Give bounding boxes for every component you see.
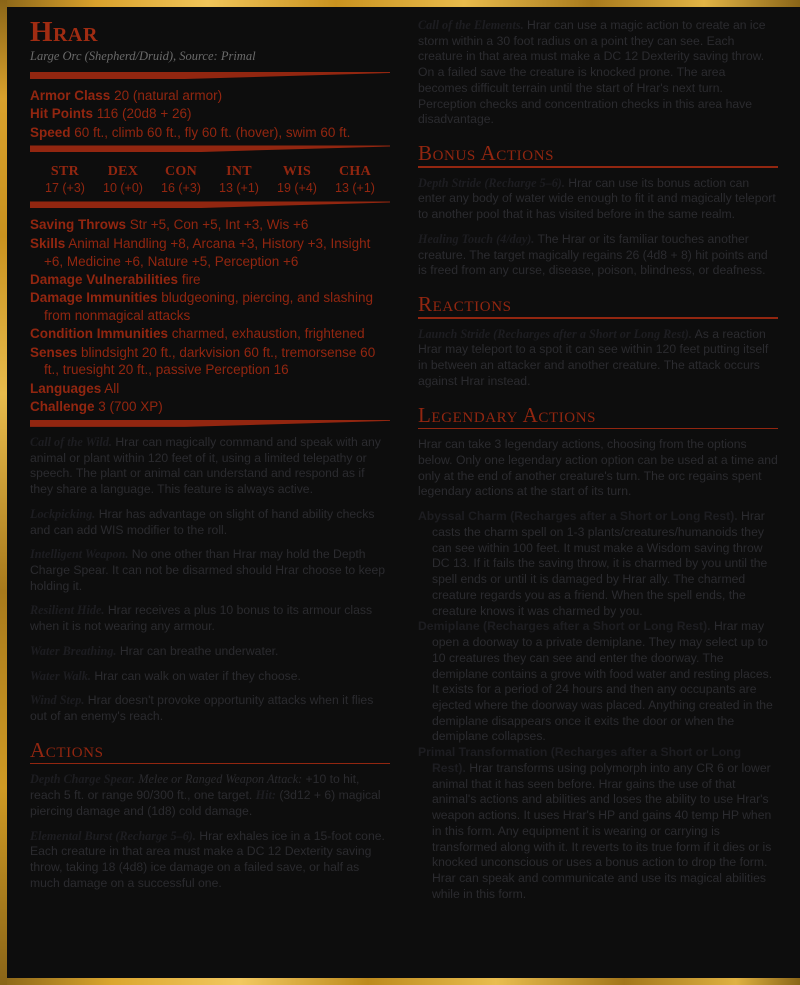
right-column bbox=[400, 10, 786, 973]
detail-value: blindsight 20 ft., darkvision 60 ft., tremorsense 60 ft., truesight 20 ft., passive Perception 16 bbox=[44, 344, 376, 378]
bonus-actions-list bbox=[418, 176, 778, 279]
entry-text: +10 to hit, reach 5 ft. or range 90/300 ft., one target. bbox=[30, 772, 360, 803]
legendary-item-title: Abyssal Charm (Recharges after a Short or Long Rest). bbox=[418, 509, 738, 524]
bonus-actions-heading: Bonus Actions bbox=[418, 141, 555, 166]
detail-label: Challenge bbox=[30, 399, 95, 415]
actions-rule bbox=[30, 763, 390, 765]
entry bbox=[418, 232, 778, 279]
legendary-item-text: Hrar may open a doorway to a private demiplane. They may select up to 10 creatures they can see and enter the doorway. The demiplane contains a grove with food water and resting places. It exists for a period of 24 hours and then any occupants are ejected where the doorway was placed. Anything created in the demiplane disappears once it exits the door or when the demiplane collapses. bbox=[432, 619, 773, 744]
left-column bbox=[14, 10, 400, 973]
entry-title: Wind Step. bbox=[30, 693, 85, 708]
action-text: Hrar can use a magic action to create an ice storm within a 30 foot radius on a point they can see. Each creature in that area must make a DC 12 Dexterity saving throw. On a failed save the creature is knocked prone. The area becomes difficult terrain until the start of Hrar's next turn. Perception checks and concentration checks in this area have disadvantage. bbox=[418, 18, 766, 127]
legendary-item bbox=[418, 509, 778, 619]
entry-text: Hrar exhales ice in a 15-foot cone. Each creature in that area must make a DC 12 Dexterity saving throw, taking 18 (4d8) ice damage on a failed save, or half as much damage on a successful one. bbox=[30, 828, 385, 890]
entry-text: Hrar can breathe underwater. bbox=[116, 643, 279, 658]
detail-value: Str +5, Con +5, Int +3, Wis +6 bbox=[126, 217, 309, 233]
legendary-actions-rule bbox=[418, 428, 778, 430]
entry-text: As a reaction Hrar may teleport to a spot it can see within 120 feet putting itself in between an attacker and another creature. The attack occurs against Hrar instead. bbox=[418, 326, 769, 388]
detail-condition-immunities bbox=[30, 325, 390, 343]
ability-score-table bbox=[30, 160, 390, 197]
legendary-item bbox=[418, 619, 778, 745]
entry bbox=[30, 507, 390, 538]
ability-dex bbox=[94, 164, 152, 195]
ability-wis bbox=[268, 164, 326, 195]
ability-score: 16 (+3) bbox=[161, 181, 201, 196]
ability-name: INT bbox=[226, 164, 252, 180]
entry-title: Elemental Burst (Recharge 5–6). bbox=[30, 828, 196, 843]
speed-line bbox=[30, 124, 390, 142]
entry bbox=[30, 644, 390, 660]
entry bbox=[30, 693, 390, 724]
detail-label: Damage Vulnerabilities bbox=[30, 271, 179, 287]
legendary-intro: Hrar can take 3 legendary actions, choosing from the options below. Only one legendary action option can be used at a time and only at the end of another creature's turn. The orc regains spent legendary actions at the start of its turn. bbox=[418, 437, 778, 499]
entry-title: Depth Charge Spear. bbox=[30, 772, 136, 787]
actions-continued bbox=[418, 18, 778, 128]
legendary-actions-list bbox=[418, 437, 778, 902]
entry bbox=[30, 435, 390, 498]
entry-title: Resilient Hide. bbox=[30, 603, 105, 618]
gold-border-bottom bbox=[0, 978, 800, 985]
detail-label: Skills bbox=[30, 235, 66, 251]
action-call-of-the-elements bbox=[418, 18, 778, 128]
entry bbox=[30, 669, 390, 685]
reactions-heading: Reactions bbox=[418, 292, 512, 317]
detail-label: Damage Immunities bbox=[30, 290, 158, 306]
detail-value: bludgeoning, piercing, and slashing from nonmagical attacks bbox=[44, 290, 373, 323]
entry bbox=[30, 829, 390, 892]
entry-text: Hrar can use its bonus action can enter any body of water wide enough to fit it and magically teleport to another pool that it has visited before in the same realm. bbox=[418, 175, 776, 222]
detail-skills bbox=[30, 235, 390, 271]
speed-label: Speed bbox=[30, 124, 71, 140]
entry-title: Healing Touch (4/day). bbox=[418, 231, 535, 246]
entry-title: Intelligent Weapon. bbox=[30, 547, 129, 562]
actions-list bbox=[30, 772, 390, 891]
hit-text: (3d12 + 6) magical piercing damage and (1d8) cold damage. bbox=[30, 788, 381, 818]
ability-name: STR bbox=[50, 164, 80, 180]
traits-list bbox=[30, 435, 390, 725]
detail-attributes bbox=[30, 216, 390, 415]
entry-title: Depth Stride (Recharge 5–6). bbox=[418, 175, 565, 190]
ability-str bbox=[36, 164, 94, 195]
detail-label: Senses bbox=[30, 344, 78, 360]
divider-above-traits bbox=[30, 420, 390, 427]
creature-subtitle: Large Orc (Shepherd/Druid), Source: Primal bbox=[30, 49, 256, 63]
creature-name: Hrar bbox=[30, 16, 98, 48]
detail-damage-immunities bbox=[30, 289, 390, 325]
ability-score: 13 (+1) bbox=[335, 181, 375, 196]
legendary-item-text: Hrar transforms using polymorph into any CR 6 or lower animal that it has seen before. Hrar gains the use of that animal's actions and abilities and loses the ability to use Hrar's weapon actions. It uses Hrar's HP and gains 40 temp HP when in this form. Any equipment it is wearing or carrying is transformed along with it. It reverts to its true form if it dies or is knocked unconscious or uses a bonus action to drop the form. Hrar can speak and communicate and use its magical abilities while in this form. bbox=[432, 760, 772, 901]
detail-value: 3 (700 XP) bbox=[94, 399, 163, 415]
armor-class-value: 20 (natural armor) bbox=[114, 88, 223, 103]
legendary-item-text: Hrar casts the charm spell on 1-3 plants/creatures/humanoids they can see within 100 feet. It must make a Wisdom saving throw DC 13. If it fails the saving throw, it is charmed by you until the spell ends or until it is damaged by Hrar ally. The charmed creature regards you as a friend. When the spell ends, the creature knows it was charmed by you. bbox=[432, 509, 768, 618]
legendary-actions-heading: Legendary Actions bbox=[418, 402, 597, 427]
ability-name: DEX bbox=[107, 164, 139, 180]
armor-class-label: Armor Class bbox=[30, 88, 111, 103]
speed-value: 60 ft., climb 60 ft., fly 60 ft. (hover), swim 60 ft. bbox=[74, 124, 351, 140]
divider-top bbox=[30, 72, 390, 79]
legendary-item-title: Demiplane (Recharges after a Short or Long Rest). bbox=[418, 619, 711, 634]
detail-label: Languages bbox=[30, 380, 102, 396]
entry-title: Launch Stride (Recharges after a Short or Long Rest). bbox=[418, 326, 692, 341]
entry-subtitle: Melee or Ranged Weapon Attack: bbox=[135, 772, 303, 787]
ability-score: 17 (+3) bbox=[45, 181, 85, 196]
gold-border-top bbox=[0, 0, 800, 7]
detail-damage-vulnerabilities bbox=[30, 271, 390, 289]
legendary-item bbox=[418, 745, 778, 902]
detail-senses bbox=[30, 344, 390, 380]
entry-title: Call of the Wild. bbox=[30, 434, 112, 449]
detail-value: All bbox=[101, 380, 120, 396]
bonus-actions-rule bbox=[418, 166, 778, 168]
divider-below-abilities bbox=[30, 201, 390, 208]
action-title: Call of the Elements. bbox=[418, 18, 524, 32]
entry-text: The Hrar or its familiar touches another creature. The target magically regains 26 (4d8 + 8) hit points and is freed from any curse, disease, poison, blindness, or deafness. bbox=[418, 231, 768, 278]
entry bbox=[418, 176, 778, 223]
entry-text: Hrar can magically command and speak with any animal or plant within 120 feet of it, using a limited telepathy or speech. The plant or animal can understand and respond as if they share a language. This feature is always active. bbox=[30, 434, 381, 497]
reactions-list bbox=[418, 327, 778, 390]
entry-title: Lockpicking. bbox=[30, 506, 96, 521]
entry-text: Hrar receives a plus 10 bonus to its armour class when it is not wearing any armour. bbox=[30, 603, 373, 634]
hit-label: Hit: bbox=[255, 788, 276, 803]
ability-score: 10 (+0) bbox=[103, 181, 143, 196]
detail-value: fire bbox=[178, 271, 201, 287]
basic-attributes bbox=[30, 87, 390, 141]
entry-text: Hrar doesn't provoke opportunity attacks when it flies out of an enemy's reach. bbox=[30, 693, 374, 724]
detail-languages bbox=[30, 380, 390, 398]
hit-points-line bbox=[30, 105, 390, 123]
entry-text: No one other than Hrar may hold the Depth Charge Spear. It can not be disarmed should Hrar choose to keep holding it. bbox=[30, 547, 386, 593]
reactions-rule bbox=[418, 317, 778, 319]
ability-cha bbox=[326, 164, 384, 195]
ability-name: CHA bbox=[338, 164, 371, 180]
detail-value: charmed, exhaustion, frightened bbox=[168, 326, 365, 342]
ability-score: 13 (+1) bbox=[219, 181, 259, 196]
ability-int bbox=[210, 164, 268, 195]
detail-challenge bbox=[30, 398, 390, 416]
entry-text: Hrar has advantage on slight of hand ability checks and can add WIS modifier to the roll. bbox=[30, 506, 375, 537]
hit-points-label: Hit Points bbox=[30, 106, 93, 122]
entry-title: Water Breathing. bbox=[30, 643, 117, 658]
entry-title: Water Walk. bbox=[30, 668, 91, 683]
entry bbox=[418, 327, 778, 390]
gold-border-left bbox=[0, 0, 7, 985]
entry bbox=[30, 547, 390, 594]
detail-saving-throws bbox=[30, 216, 390, 234]
divider-above-abilities bbox=[30, 145, 390, 152]
entry-text: Hrar can walk on water if they choose. bbox=[90, 668, 301, 683]
ability-score: 19 (+4) bbox=[277, 181, 317, 196]
actions-heading: Actions bbox=[30, 737, 104, 762]
detail-value: Animal Handling +8, Arcana +3, History +3, Insight +6, Medicine +6, Nature +5, Perception +6 bbox=[44, 235, 371, 269]
armor-class-line bbox=[30, 87, 390, 105]
entry bbox=[30, 603, 390, 634]
detail-label: Condition Immunities bbox=[30, 326, 168, 342]
ability-name: WIS bbox=[282, 164, 312, 180]
detail-label: Saving Throws bbox=[30, 217, 127, 233]
hit-points-value: 116 (20d8 + 26) bbox=[96, 106, 192, 122]
ability-con bbox=[152, 164, 210, 195]
entry bbox=[30, 772, 390, 819]
legendary-item-title: Primal Transformation (Recharges after a Short or Long Rest). bbox=[418, 745, 742, 775]
legendary-items bbox=[418, 509, 778, 902]
ability-name: CON bbox=[164, 164, 197, 180]
